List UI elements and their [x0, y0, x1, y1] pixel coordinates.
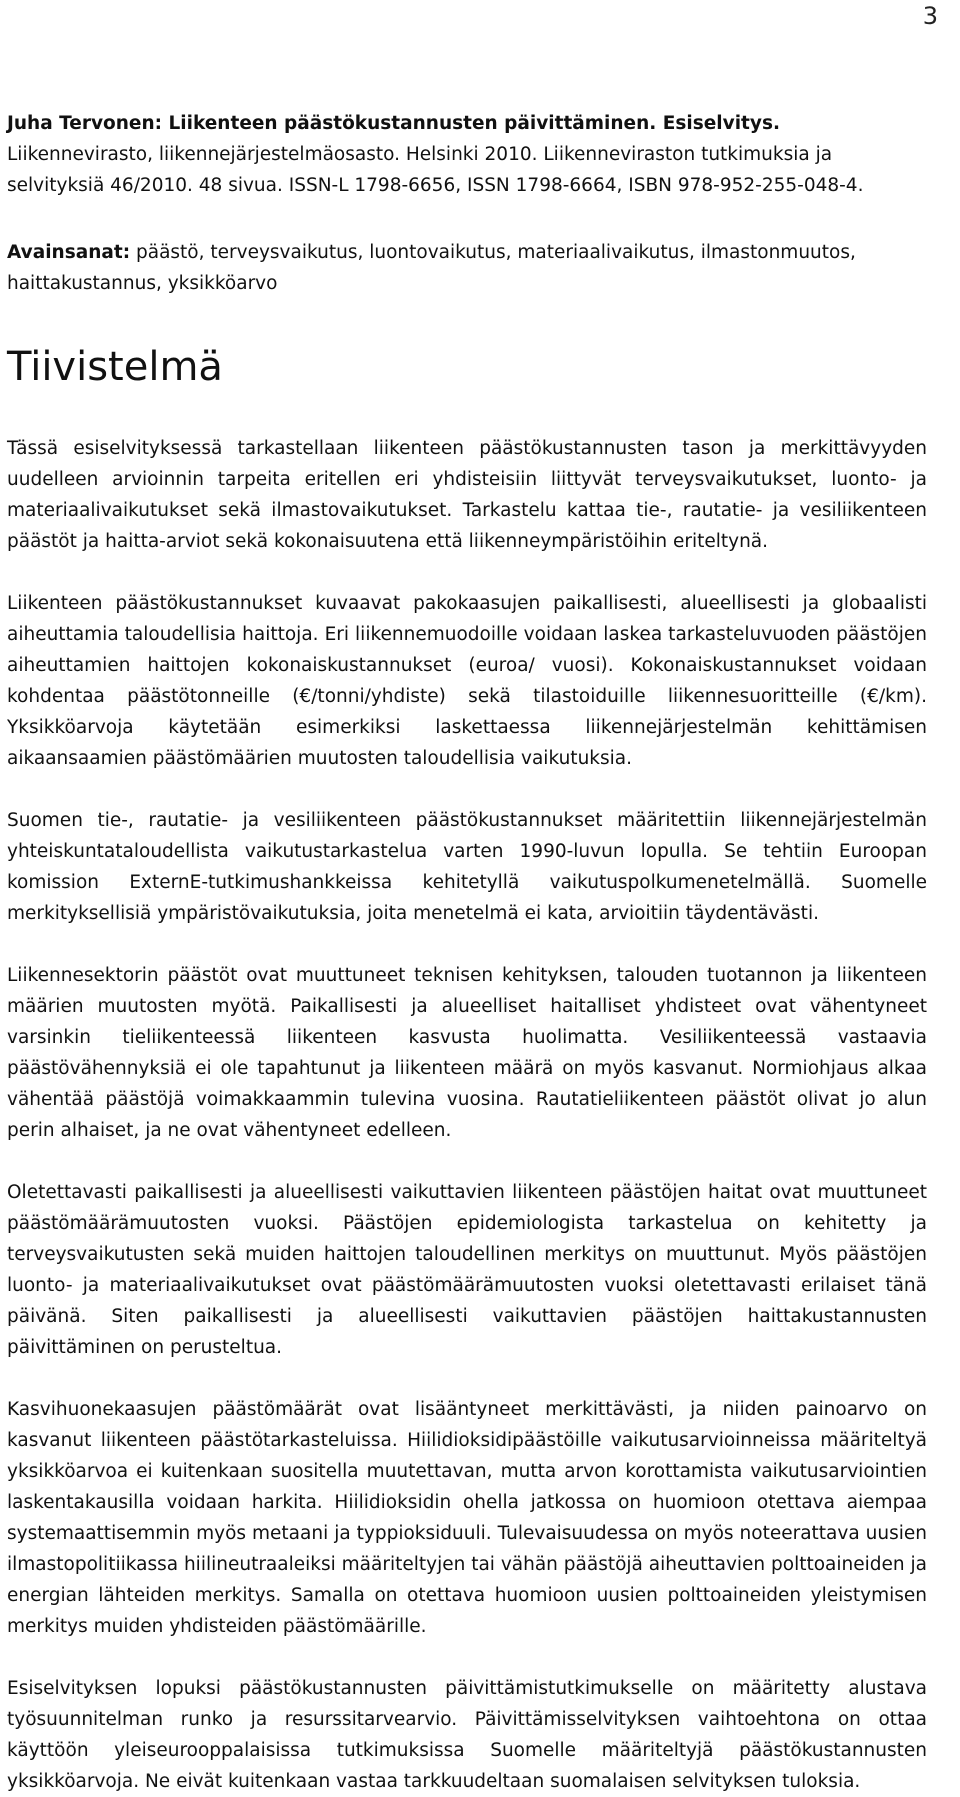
summary-paragraph: Oletettavasti paikallisesti ja alueellisesti vaikuttavien liikenteen päästöjen haitat ovat muuttuneet päästömäärämuutosten vuoksi. Päästöjen epidemiologista tarkastelua on kehitetty ja terveysvaikutusten sekä muiden haittojen taloudellinen merkitys on muuttunut. Myös päästöjen luonto- ja materiaalivaikutukset ovat päästömäärämuutosten vuoksi oletettavasti erilaiset tänä päivänä. Siten paikallisesti ja alueellisesti vaikuttavien päästöjen haittakustannusten päivittäminen on perusteltua. [7, 1182, 927, 1358]
summary-paragraph: Liikennesektorin päästöt ovat muuttuneet teknisen kehityksen, talouden tuotannon ja liikenteen määrien muutosten myötä. Paikallisesti ja alueelliset haitalliset yhdisteet ovat vähentyneet varsinkin tieliikenteessä liikenteen kasvusta huolimatta. Vesiliikenteessä vastaavia päästövähennyksiä ei ole tapahtunut ja liikenteen määrä on myös kasvanut. Normiohjaus alkaa vähentää päästöjä voimakkaammin tulevina vuosina. Rautatieliikenteen päästöt olivat jo alun perin alhaiset, ja ne ovat vähentyneet edelleen. [7, 965, 927, 1141]
summary-paragraph: Suomen tie-, rautatie- ja vesiliikenteen päästökustannukset määritettiin liikennejärjestelmän yhteiskuntataloudellista vaikutustarkastelua varten 1990-luvun lopulla. Se tehtiin Euroopan komission ExternE-tutkimushankkeissa kehitetyllä vaikutuspolkumenetelmällä. Suomelle merkityksellisiä ympäristövaikutuksia, joita menetelmä ei kata, arvioitiin täydentävästi. [7, 810, 927, 924]
keywords-label: Avainsanat: [7, 242, 131, 263]
keywords-text: päästö, terveysvaikutus, luontovaikutus, materiaalivaikutus, ilmastonmuutos, haittakustannus, yksikköarvo [7, 242, 856, 294]
citation [7, 108, 927, 201]
citation-author-title: Juha Tervonen: Liikenteen päästökustannusten päivittäminen. Esiselvitys. [7, 113, 780, 134]
page-content [7, 108, 927, 1797]
summary-paragraph: Tässä esiselvityksessä tarkastellaan liikenteen päästökustannusten tason ja merkittävyyden uudelleen arvioinnin tarpeita eritellen eri yhdisteisiin liittyvät terveysvaikutukset, luonto- ja materiaalivaikutukset sekä ilmastovaikutukset. Tarkastelu kattaa tie-, rautatie- ja vesiliikenteen päästöt ja haitta-arviot sekä kokonaisuutena että liikenneympäristöihin eriteltynä. [7, 438, 927, 552]
keywords [7, 237, 927, 299]
page-number: 3 [922, 2, 938, 30]
summary-paragraph: Kasvihuonekaasujen päästömäärät ovat lisääntyneet merkittävästi, ja niiden painoarvo on kasvanut liikenteen päästötarkasteluissa. Hiilidioksidipäästöille vaikutusarvioinneissa määriteltyä yksikköarvoa ei kuitenkaan suositella muutettavan, mutta arvon korottamista vaikutusarviointien laskentakausilla voidaan harkita. Hiilidioksidin ohella jatkossa on huomioon otettava aiempaa systemaattisemmin myös metaani ja typpioksiduuli. Tulevaisuudessa on myös noteerattava uusien ilmastopolitiikassa hiilineutraaleiksi määriteltyjen tai vähän päästöjä aiheuttavien polttoaineiden ja energian lähteiden merkitys. Samalla on otettava huomioon uusien polttoaineiden yleistymisen merkitys muiden yhdisteiden päästömäärille. [7, 1399, 927, 1637]
summary-paragraph: Liikenteen päästökustannukset kuvaavat pakokaasujen paikallisesti, alueellisesti ja globaalisti aiheuttamia taloudellisia haittoja. Eri liikennemuodoille voidaan laskea tarkasteluvuoden päästöjen aiheuttamien haittojen kokonaiskustannukset (euroa/ vuosi). Kokonaiskustannukset voidaan kohdentaa päästötonneille (€/tonni/yhdiste) sekä tilastoiduille liikennesuoritteille (€/km). Yksikköarvoja käytetään esimerkiksi laskettaessa liikennejärjestelmän kehittämisen aikaansaamien päästömäärien muutosten taloudellisia vaikutuksia. [7, 593, 927, 769]
summary-body [7, 433, 927, 1797]
citation-details: Liikennevirasto, liikennejärjestelmäosasto. Helsinki 2010. Liikenneviraston tutkimuksia ja selvityksiä 46/2010. 48 sivua. ISSN-L 1798-6656, ISSN 1798-6664, ISBN 978-952-255-048-4. [7, 144, 864, 196]
summary-heading: Tiivistelmä [7, 344, 223, 390]
summary-paragraph: Esiselvityksen lopuksi päästökustannusten päivittämistutkimukselle on määritetty alustava työsuunnitelman runko ja resurssitarvearvio. Päivittämisselvityksen vaihtoehtona on ottaa käyttöön yleiseurooppalaisissa tutkimuksissa Suomelle määriteltyjä päästökustannusten yksikköarvoja. Ne eivät kuitenkaan vastaa tarkkuudeltaan suomalaisen selvityksen tuloksia. [7, 1678, 927, 1792]
